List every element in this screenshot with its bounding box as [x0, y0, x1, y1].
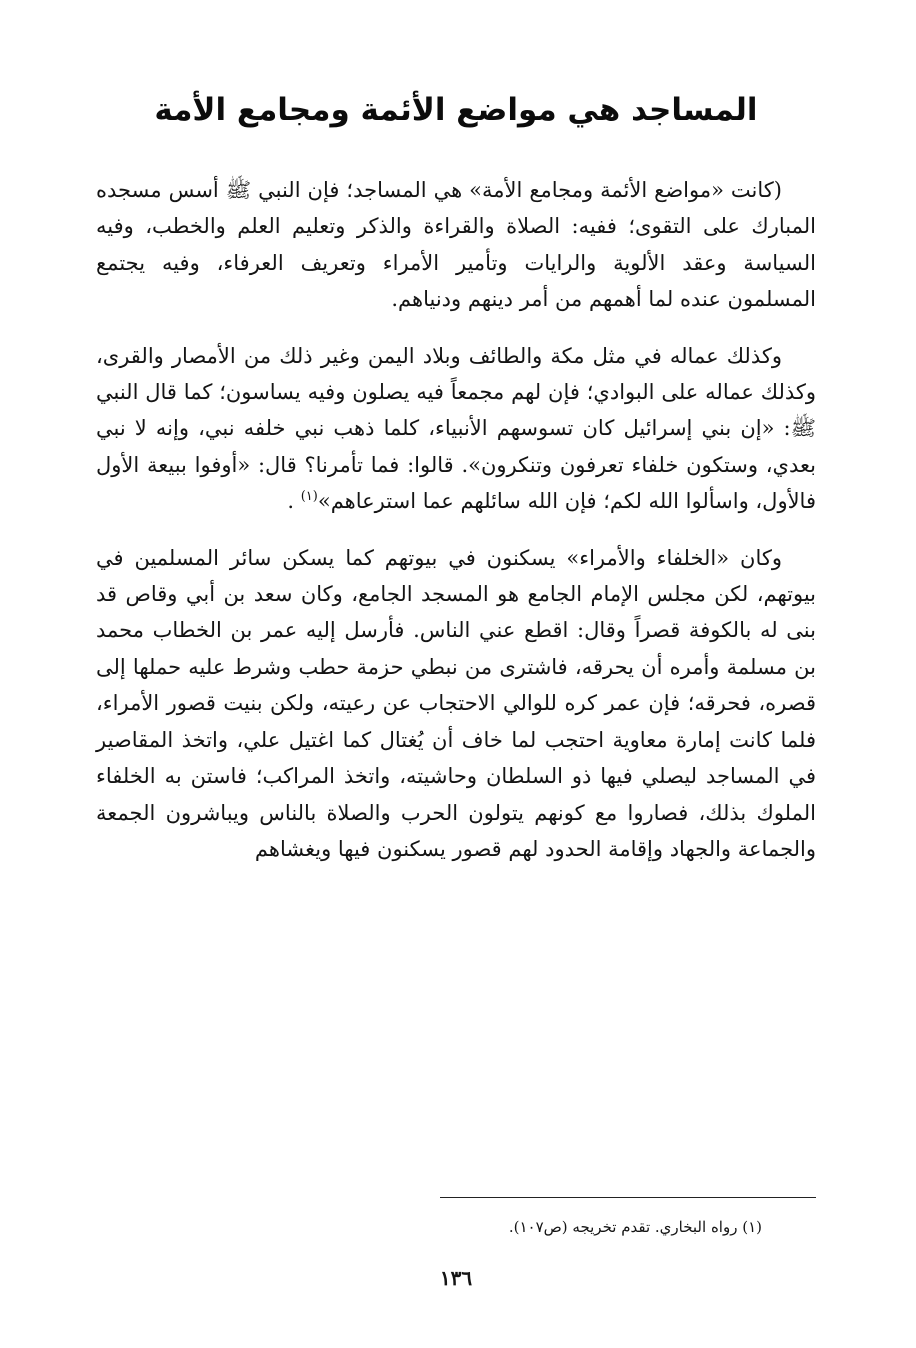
- page-number: ١٣٦: [439, 1266, 473, 1290]
- footnote-divider: [440, 1197, 816, 1198]
- footnote: (١) رواه البخاري. تقدم تخريجه (ص١٠٧).: [508, 1218, 762, 1236]
- paragraph-3-text: وكان «الخلفاء والأمراء» يسكنون في بيوتهم كما يسكن سائر المسلمين في بيوتهم، لكن مجلس الإمام الجامع هو المسجد الجامع، وكان سعد بن أبي وقاص قد بنى له بالكوفة قصراً وقال: اقطع عني الناس. فأرسل إليه عمر بن الخطاب محمد بن مسلمة وأمره أن يحرقه، فاشترى من نبطي حزمة حطب وشرط عليه حملها إلى قصره، فحرقه؛ فإن عمر كره للوالي الاحتجاب عن رعيته، ولكن بنيت قصور الأمراء، فلما كانت إمارة معاوية احتجب لما خاف أن يُغتال كما اغتيل علي، واتخذ المقاصير في المساجد ليصلي فيها ذو السلطان وحاشيته، واتخذ المراكب؛ فاستن به الخلفاء الملوك بذلك، فصاروا مع كونهم يتولون الحرب والصلاة بالناس ويباشرون الجمعة والجماعة والجهاد وإقامة الحدود لهم قصور يسكنون فيها ويغشاهم: [96, 545, 816, 861]
- body-text: [96, 172, 816, 867]
- paragraph-1: [96, 172, 816, 318]
- book-page: [96, 0, 816, 1348]
- paragraph-2: [96, 338, 816, 520]
- paragraph-1-text: (كانت «مواضع الأئمة ومجامع الأمة» هي المساجد؛ فإن النبي ﷺ أسس مسجده المبارك على التقوى؛ ففيه: الصلاة والقراءة والذكر وتعليم العلم والخطب، وفيه السياسة وعقد الألوية والرايات وتأمير الأمراء وتعريف العرفاء، وفيه يجتمع المسلمون عنده لما أهمهم من أمر دينهم ودنياهم.: [96, 178, 816, 312]
- page-title: المساجد هي مواضع الأئمة ومجامع الأمة: [154, 92, 758, 128]
- footnote-marker[interactable]: (١): [300, 489, 318, 505]
- paragraph-2-text: وكذلك عماله في مثل مكة والطائف وبلاد اليمن وغير ذلك من الأمصار والقرى، وكذلك عماله على البوادي؛ فإن لهم مجمعاً فيه يصلون وفيه يساسون؛ كما قال النبي ﷺ: «إن بني إسرائيل كان تسوسهم الأنبياء، كلما ذهب نبي خلفه نبي، وإنه لا نبي بعدي، وستكون خلفاء تعرفون وتنكرون». قالوا: فما تأمرنا؟ قال: «أوفوا ببيعة الأول فالأول، واسألوا الله لكم؛ فإن الله سائلهم عما استرعاهم»: [96, 343, 816, 514]
- paragraph-2-tail: .: [287, 489, 301, 514]
- paragraph-3: [96, 540, 816, 868]
